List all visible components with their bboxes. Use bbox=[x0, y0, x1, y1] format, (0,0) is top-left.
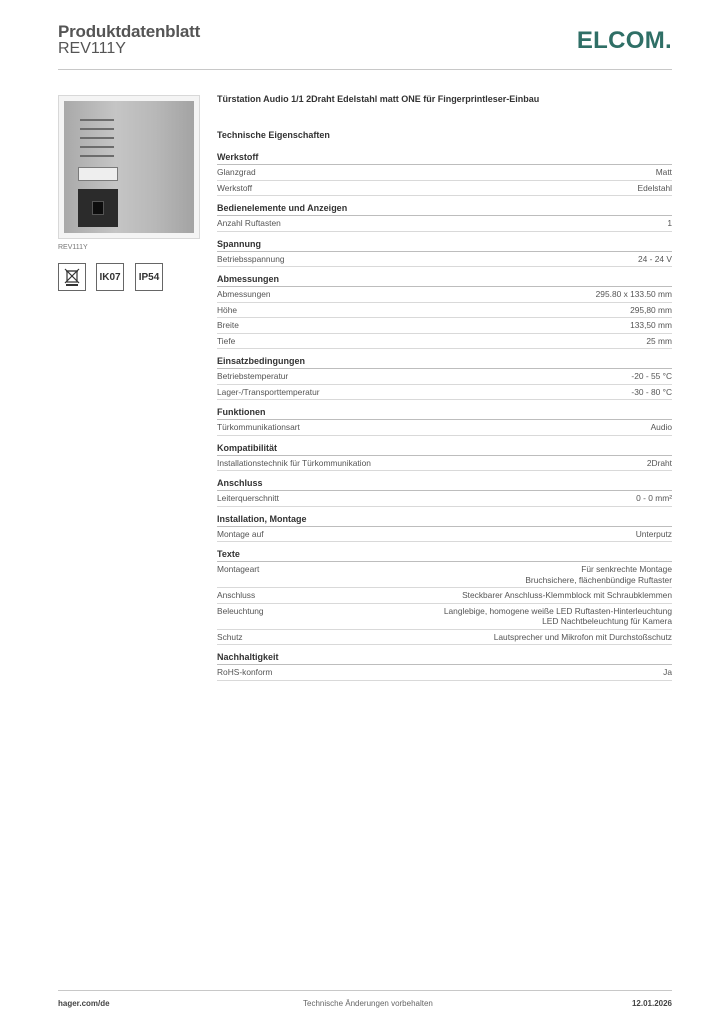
speaker-grille-line bbox=[80, 137, 114, 139]
name-label-window bbox=[78, 167, 118, 181]
document-title: Produktdatenblatt bbox=[58, 22, 201, 41]
spec-value: -20 - 55 °C bbox=[631, 371, 672, 381]
spec-group bbox=[217, 274, 672, 349]
spec-row bbox=[217, 562, 672, 588]
speaker-grille-line bbox=[80, 119, 114, 121]
spec-row bbox=[217, 287, 672, 303]
spec-value: 133,50 mm bbox=[630, 320, 672, 330]
spec-value-line: Für senkrechte Montage bbox=[581, 564, 672, 574]
door-station-plate bbox=[64, 101, 194, 233]
spec-value: Edelstahl bbox=[637, 182, 672, 193]
spec-row bbox=[217, 527, 672, 543]
spec-label: Türkommunikationsart bbox=[217, 422, 300, 432]
spec-group-title: Werkstoff bbox=[217, 152, 672, 165]
spec-value: 24 - 24 V bbox=[638, 253, 672, 264]
spec-label: Glanzgrad bbox=[217, 167, 256, 177]
spec-value: Unterputz bbox=[635, 528, 672, 539]
tech-heading: Technische Eigenschaften bbox=[217, 130, 330, 140]
spec-row bbox=[217, 318, 672, 334]
spec-group-title: Abmessungen bbox=[217, 274, 672, 287]
spec-row bbox=[217, 252, 672, 268]
document-subtitle: REV111Y bbox=[58, 40, 126, 57]
spec-value: 1 bbox=[667, 218, 672, 228]
spec-row bbox=[217, 165, 672, 181]
spec-label: Lager-/Transporttemperatur bbox=[217, 386, 320, 397]
spec-label: Breite bbox=[217, 320, 239, 330]
spec-group bbox=[217, 443, 672, 472]
spec-label: Betriebstemperatur bbox=[217, 371, 289, 381]
spec-label: Installationstechnik für Türkommunikation bbox=[217, 457, 371, 468]
fingerprint-sensor bbox=[92, 201, 104, 215]
image-caption: REV111Y bbox=[58, 244, 88, 251]
spec-value-line: Bruchsichere, flächenbündige Ruftaster bbox=[525, 574, 672, 585]
spec-value: 2Draht bbox=[646, 457, 672, 468]
spec-label: Schutz bbox=[217, 631, 243, 642]
spec-value: 295,80 mm bbox=[630, 304, 672, 315]
product-image bbox=[58, 95, 200, 239]
spec-row bbox=[217, 303, 672, 319]
spec-group bbox=[217, 356, 672, 400]
spec-value-line: Langlebige, homogene weiße LED Ruftasten-Hinterleuchtung bbox=[443, 605, 672, 616]
page-header bbox=[58, 20, 672, 70]
spec-row bbox=[217, 630, 672, 646]
spec-row bbox=[217, 456, 672, 472]
spec-label: Höhe bbox=[217, 304, 238, 315]
spec-value: -30 - 80 °C bbox=[631, 386, 672, 397]
spec-group-title: Funktionen bbox=[217, 407, 672, 420]
spec-label: Anschluss bbox=[217, 590, 256, 600]
ip54-badge: IP54 bbox=[135, 263, 163, 291]
ik07-badge: IK07 bbox=[96, 263, 124, 291]
spec-value bbox=[525, 564, 672, 585]
spec-value: 0 - 0 mm² bbox=[636, 493, 672, 503]
spec-label: Betriebsspannung bbox=[217, 253, 285, 264]
spec-label: Montage auf bbox=[217, 528, 264, 539]
spec-label: Anzahl Ruftasten bbox=[217, 218, 281, 228]
spec-row bbox=[217, 491, 672, 507]
weee-bin-icon bbox=[58, 263, 86, 291]
spec-row bbox=[217, 420, 672, 436]
spec-group-title: Bedienelemente und Anzeigen bbox=[217, 203, 672, 216]
spec-label: Tiefe bbox=[217, 335, 236, 346]
spec-value-line: LED Nachtbeleuchtung für Kamera bbox=[542, 616, 672, 626]
spec-group bbox=[217, 514, 672, 543]
spec-group-title: Kompatibilität bbox=[217, 443, 672, 456]
spec-group bbox=[217, 549, 672, 645]
spec-value bbox=[444, 606, 672, 627]
spec-group-title: Anschluss bbox=[217, 478, 672, 491]
spec-value bbox=[494, 632, 672, 643]
spec-value-line: Lautsprecher und Mikrofon mit Durchstoßschutz bbox=[493, 631, 672, 642]
spec-value bbox=[462, 590, 672, 601]
spec-label: Leiterquerschnitt bbox=[217, 493, 279, 503]
spec-group-title: Einsatzbedingungen bbox=[217, 356, 672, 369]
spec-value: Matt bbox=[655, 167, 672, 177]
spec-row bbox=[217, 385, 672, 401]
product-title: Türstation Audio 1/1 2Draht Edelstahl matt ONE für Fingerprintleser-Einbau bbox=[217, 94, 540, 104]
spec-group-title: Texte bbox=[217, 549, 672, 562]
spec-row bbox=[217, 181, 672, 197]
spec-value-line: Steckbarer Anschluss-Klemmblock mit Schraubklemmen bbox=[462, 590, 672, 600]
spec-group-title: Nachhaltigkeit bbox=[217, 652, 672, 665]
spec-label: Werkstoff bbox=[217, 182, 253, 193]
spec-group bbox=[217, 652, 672, 681]
spec-label: Montageart bbox=[217, 564, 260, 574]
spec-group-title: Spannung bbox=[217, 239, 672, 252]
spec-groups bbox=[217, 152, 672, 681]
spec-group bbox=[217, 203, 672, 232]
spec-row bbox=[217, 334, 672, 350]
spec-row bbox=[217, 604, 672, 630]
spec-content bbox=[217, 94, 672, 688]
spec-group bbox=[217, 407, 672, 436]
spec-group-title: Installation, Montage bbox=[217, 514, 672, 527]
spec-group bbox=[217, 478, 672, 507]
spec-row bbox=[217, 665, 672, 681]
footer-website: hager.com/de bbox=[58, 999, 110, 1008]
spec-group bbox=[217, 239, 672, 268]
spec-value: Audio bbox=[650, 422, 672, 432]
spec-row bbox=[217, 216, 672, 232]
spec-label: Beleuchtung bbox=[217, 605, 264, 616]
elcom-logo: ELCOM. bbox=[576, 27, 672, 54]
speaker-grille-line bbox=[80, 128, 114, 130]
spec-label: RoHS-konform bbox=[217, 667, 273, 677]
page-footer bbox=[58, 990, 672, 1010]
fingerprint-module bbox=[78, 189, 118, 227]
spec-value: 295.80 x 133.50 mm bbox=[595, 289, 672, 299]
footer-date: 12.01.2026 bbox=[631, 999, 672, 1008]
spec-row bbox=[217, 588, 672, 604]
spec-row bbox=[217, 369, 672, 385]
speaker-grille-line bbox=[80, 146, 114, 148]
spec-value: Ja bbox=[663, 667, 672, 677]
spec-label: Abmessungen bbox=[217, 289, 271, 299]
spec-value: 25 mm bbox=[646, 335, 672, 346]
footer-disclaimer: Technische Änderungen vorbehalten bbox=[303, 999, 433, 1008]
spec-group bbox=[217, 152, 672, 196]
speaker-grille-line bbox=[80, 155, 114, 157]
